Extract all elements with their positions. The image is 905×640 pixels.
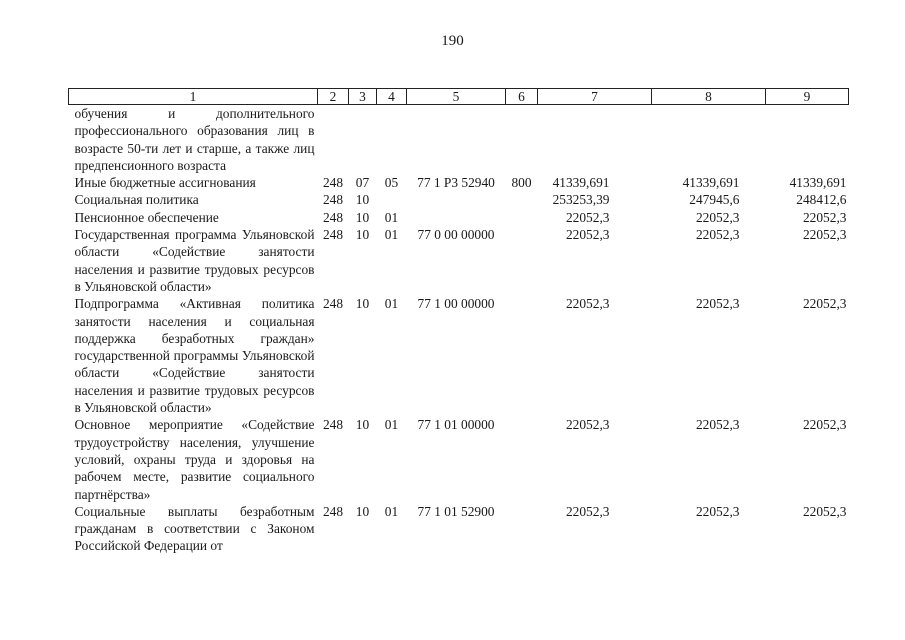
column-header: 3 — [349, 89, 377, 105]
cell-amount-9: 22052,3 — [802, 503, 847, 519]
budget-table — [68, 88, 849, 555]
cell-section — [349, 105, 377, 175]
cell-amount-9: 248412,6 — [796, 192, 847, 208]
cell-amount-9: 22052,3 — [802, 296, 847, 312]
column-number-header — [69, 89, 849, 105]
cell-amount-9 — [766, 105, 849, 175]
table-row — [69, 105, 849, 175]
cell-section: 10 — [355, 227, 370, 243]
cell-ministry: 248 — [322, 227, 344, 243]
cell-amount-9: 22052,3 — [802, 227, 847, 243]
cell-target-code: 77 1 00 00000 — [417, 296, 495, 312]
cell-ministry: 248 — [322, 192, 344, 208]
row-name: обучения и дополнительного профессионального образования лиц в возрасте 50-ти лет и старше, а также лиц предпенсионного возраста — [74, 106, 315, 173]
cell-subsection: 01 — [384, 503, 399, 519]
cell-expense-type — [506, 209, 538, 226]
cell-amount-8: 22052,3 — [695, 503, 740, 519]
cell-amount-7: 22052,3 — [565, 227, 610, 243]
cell-subsection: 01 — [384, 209, 399, 225]
table-row — [69, 209, 849, 226]
row-name: Пенсионное обеспечение — [74, 209, 219, 225]
cell-expense-type — [506, 295, 538, 416]
cell-ministry — [318, 105, 349, 175]
column-header: 5 — [407, 89, 506, 105]
row-name: Социальные выплаты безработным гражданам в соответствии с Законом Российской Федерации от — [74, 503, 315, 554]
column-header: 2 — [318, 89, 349, 105]
column-header: 8 — [652, 89, 766, 105]
table-row — [69, 416, 849, 502]
cell-ministry: 248 — [322, 296, 344, 312]
page-number: 190 — [441, 33, 464, 49]
table-row — [69, 191, 849, 208]
cell-subsection — [377, 191, 407, 208]
cell-ministry: 248 — [322, 417, 344, 433]
cell-amount-7: 253253,39 — [552, 192, 610, 208]
cell-target-code — [407, 191, 506, 208]
cell-section: 10 — [355, 417, 370, 433]
cell-subsection — [377, 105, 407, 175]
column-header: 9 — [766, 89, 849, 105]
cell-ministry: 248 — [322, 209, 344, 225]
cell-section: 07 — [355, 175, 370, 191]
row-name: Подпрограмма «Активная политика занятости населения и социальная поддержка безработных граждан» государственной программы Ульяновской области «Содействие занятости населения и развитие трудовых ресурсов в Ульяновской области» — [74, 296, 315, 416]
cell-target-code — [407, 105, 506, 175]
row-name: Государственная программа Ульяновской области «Содействие занятости населения и развитие трудовых ресурсов в Ульяновской области» — [74, 227, 315, 294]
cell-amount-8: 22052,3 — [695, 227, 740, 243]
cell-subsection: 01 — [384, 296, 399, 312]
cell-amount-9: 22052,3 — [802, 209, 847, 225]
row-name: Социальная политика — [74, 192, 199, 208]
cell-amount-8: 22052,3 — [695, 209, 740, 225]
cell-amount-9: 22052,3 — [802, 417, 847, 433]
cell-section: 10 — [355, 209, 370, 225]
cell-subsection: 01 — [384, 227, 399, 243]
cell-amount-7: 22052,3 — [565, 417, 610, 433]
table-row — [69, 295, 849, 416]
cell-amount-7: 41339,691 — [552, 175, 610, 191]
row-name: Основное мероприятие «Содействие трудоустройству населения, улучшение условий, охраны труда и здоровья на рабочем месте, развитие социального партнёрства» — [74, 417, 315, 502]
cell-section: 10 — [355, 503, 370, 519]
cell-amount-7: 22052,3 — [565, 503, 610, 519]
cell-subsection: 01 — [384, 417, 399, 433]
column-header: 7 — [538, 89, 652, 105]
cell-expense-type — [506, 191, 538, 208]
cell-section: 10 — [355, 296, 370, 312]
cell-target-code: 77 1 Р3 52940 — [417, 175, 495, 191]
cell-expense-type: 800 — [511, 175, 532, 191]
cell-target-code: 77 1 01 00000 — [417, 417, 495, 433]
table-row — [69, 503, 849, 555]
cell-amount-7: 22052,3 — [565, 209, 610, 225]
cell-subsection: 05 — [384, 175, 399, 191]
cell-amount-8: 41339,691 — [682, 175, 740, 191]
cell-target-code: 77 1 01 52900 — [417, 503, 495, 519]
cell-amount-7: 22052,3 — [565, 296, 610, 312]
row-name: Иные бюджетные ассигнования — [74, 175, 256, 191]
column-header: 4 — [377, 89, 407, 105]
cell-target-code — [407, 209, 506, 226]
cell-expense-type — [506, 105, 538, 175]
cell-amount-8: 22052,3 — [695, 296, 740, 312]
column-header: 1 — [69, 89, 318, 105]
cell-expense-type — [506, 416, 538, 502]
cell-amount-8 — [652, 105, 766, 175]
table-row — [69, 174, 849, 191]
cell-ministry: 248 — [322, 175, 344, 191]
cell-amount-8: 247945,6 — [689, 192, 740, 208]
column-header: 6 — [506, 89, 538, 105]
table-row — [69, 226, 849, 295]
cell-amount-7 — [538, 105, 652, 175]
cell-ministry: 248 — [322, 503, 344, 519]
cell-expense-type — [506, 226, 538, 295]
cell-target-code: 77 0 00 00000 — [417, 227, 495, 243]
cell-section: 10 — [355, 192, 370, 208]
cell-amount-9: 41339,691 — [789, 175, 847, 191]
cell-amount-8: 22052,3 — [695, 417, 740, 433]
cell-expense-type — [506, 503, 538, 555]
